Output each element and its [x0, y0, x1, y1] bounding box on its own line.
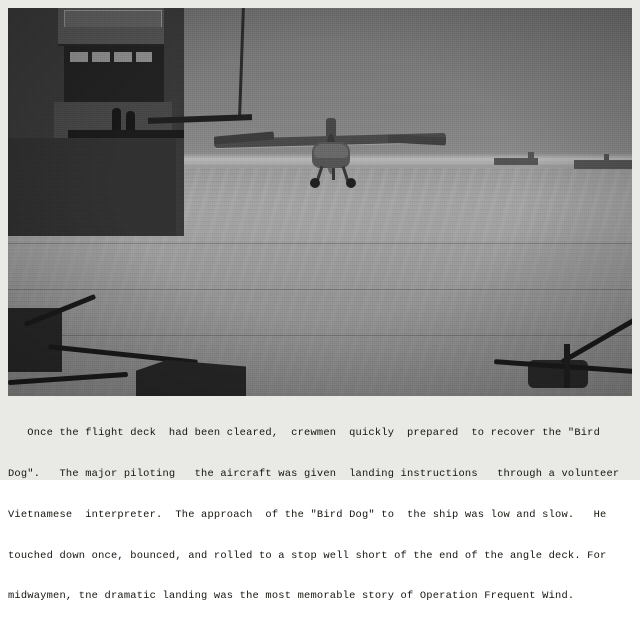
- caption-line: Once the flight deck had been cleared, crewmen quickly prepared to recover the "Bird: [8, 427, 601, 440]
- distant-vessel-mast: [604, 154, 609, 166]
- photo-caption: [8, 400, 632, 603]
- tail-wheel-strut: [332, 168, 335, 180]
- deck-marking-line: [8, 335, 632, 336]
- caption-line: midwaymen, tne dramatic landing was the most memorable story of Operation Frequent Wind.: [8, 590, 575, 603]
- distant-vessel: [574, 160, 632, 169]
- island-railing: [64, 10, 162, 27]
- landing-gear-wheel: [310, 178, 320, 188]
- rotor-mast: [564, 344, 570, 388]
- foreground-helicopter-body: [136, 360, 246, 396]
- island-lower-hull: [8, 138, 176, 236]
- bridge-window: [114, 52, 132, 62]
- deck-marking-line: [8, 289, 632, 290]
- bird-dog-aircraft: [214, 116, 446, 202]
- bridge-window: [136, 52, 152, 62]
- caption-line: touched down once, bounced, and rolled to a stop well short of the end of the angle deck. For: [8, 549, 607, 562]
- bridge-window: [92, 52, 110, 62]
- aircraft-right-wingtip: [388, 134, 446, 145]
- landing-gear-wheel: [346, 178, 356, 188]
- photograph: [8, 8, 632, 396]
- bridge-window: [70, 52, 88, 62]
- caption-line: Vietnamese interpreter. The approach of the "Bird Dog" to the ship was low and slow. He: [8, 508, 607, 521]
- deck-marking-line: [8, 243, 632, 244]
- distant-vessel-mast: [528, 152, 534, 165]
- caption-line: Dog". The major piloting the aircraft was given landing instructions through a volunteer: [8, 467, 620, 480]
- aircraft-engine-cowl: [314, 144, 348, 158]
